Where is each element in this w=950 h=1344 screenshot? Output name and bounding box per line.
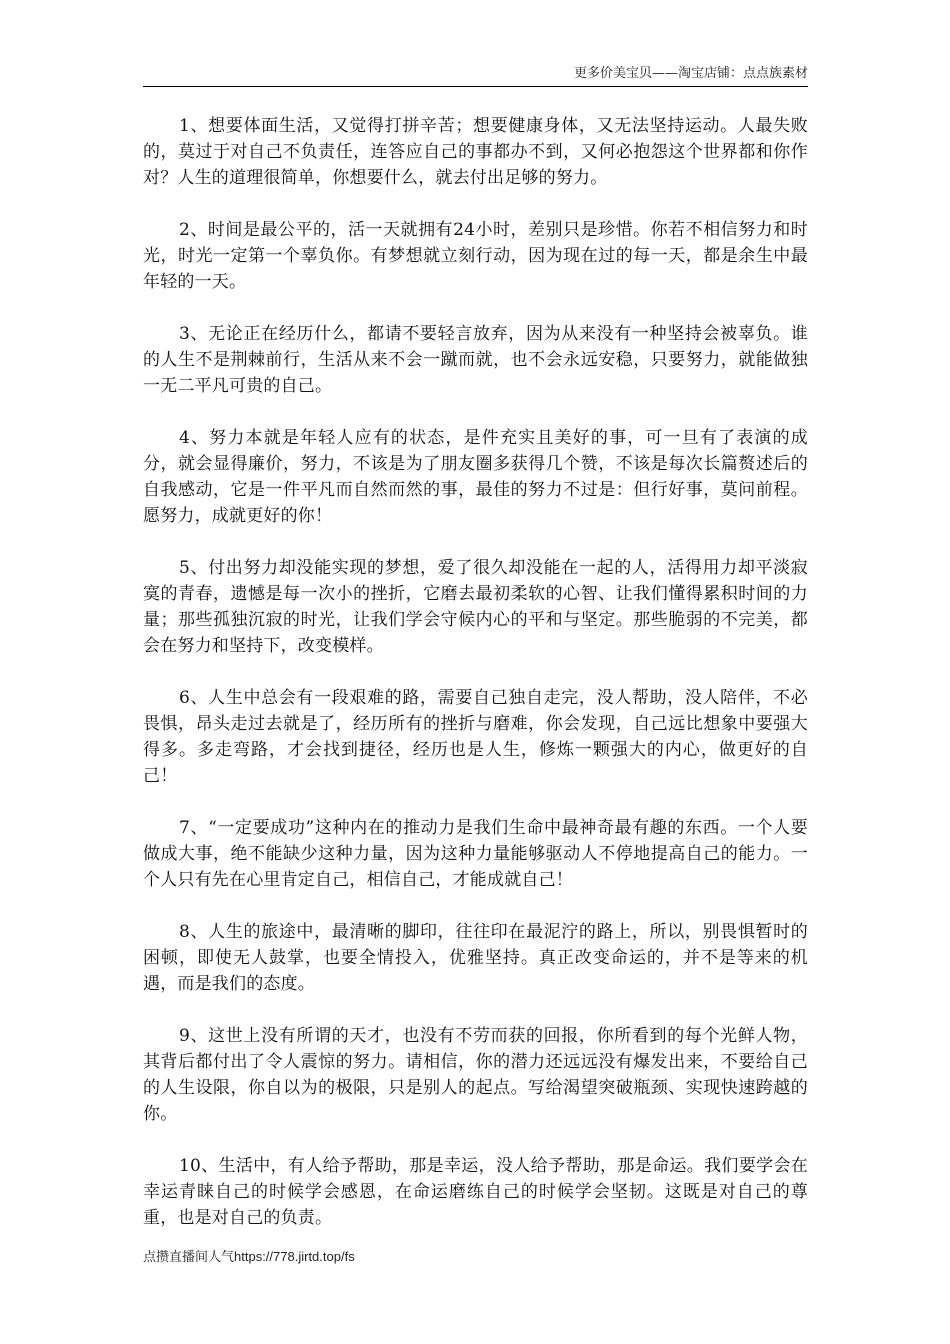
paragraph-7: 7、“一定要成功”这种内在的推动力是我们生命中最神奇最有趣的东西。一个人要做成大事，绝不能缺少这种力量，因为这种力量能够驱动人不停地提高自己的能力。一个人只有先在心里肯定自己，相信自己，才能成就自己！ bbox=[143, 818, 808, 890]
paragraph-6: 6、人生中总会有一段艰难的路，需要自己独自走完，没人帮助，没人陪伴，不必畏惧，昂头走过去就是了，经历所有的挫折与磨难，你会发现，自己远比想象中要强大得多。多走弯路，才会找到捷径，经历也是人生，修炼一颗强大的内心，做更好的自己！ bbox=[143, 688, 808, 786]
paragraph-2: 2、时间是最公平的，活一天就拥有24小时，差别只是珍惜。你若不相信努力和时光，时光一定第一个辜负你。有梦想就立刻行动，因为现在过的每一天，都是余生中最年轻的一天。 bbox=[143, 220, 808, 292]
header-text: 更多价美宝贝——淘宝店铺：点点族素材 bbox=[573, 66, 808, 81]
paragraph-8: 8、人生的旅途中，最清晰的脚印，往往印在最泥泞的路上，所以，别畏惧暂时的困顿，即使无人鼓掌，也要全情投入，优雅坚持。真正改变命运的，并不是等来的机遇，而是我们的态度。 bbox=[143, 922, 808, 994]
page-footer bbox=[143, 1248, 355, 1267]
paragraph-10: 10、生活中，有人给予帮助，那是幸运，没人给予帮助，那是命运。我们要学会在幸运青睐自己的时候学会感恩，在命运磨练自己的时候学会坚韧。这既是对自己的尊重，也是对自己的负责。 bbox=[143, 1156, 808, 1228]
footer-label: 点攒直播间人气 bbox=[143, 1250, 235, 1265]
paragraph-1: 1、想要体面生活，又觉得打拼辛苦；想要健康身体，又无法坚持运动。人最失败的，莫过于对自己不负责任，连答应自己的事都办不到，又何必抱怨这个世界都和你作对？人生的道理很简单，你想要什么，就去付出足够的努力。 bbox=[143, 116, 808, 188]
footer-link[interactable]: https://778.jirtd.top/fs bbox=[234, 1249, 355, 1264]
page-header bbox=[143, 64, 808, 87]
paragraph-3: 3、无论正在经历什么，都请不要轻言放弃，因为从来没有一种坚持会被辜负。谁的人生不是荆棘前行，生活从来不会一蹴而就，也不会永远安稳，只要努力，就能做独一无二平凡可贵的自己。 bbox=[143, 324, 808, 396]
paragraph-5: 5、付出努力却没能实现的梦想，爱了很久却没能在一起的人，活得用力却平淡寂寞的青春，遗憾是每一次小的挫折，它磨去最初柔软的心智、让我们懂得累积时间的力量；那些孤独沉寂的时光，让我们学会守候内心的平和与坚定。那些脆弱的不完美，都会在努力和坚持下，改变模样。 bbox=[143, 558, 808, 656]
paragraph-9: 9、这世上没有所谓的天才，也没有不劳而获的回报，你所看到的每个光鲜人物，其背后都付出了令人震惊的努力。请相信，你的潜力还远远没有爆发出来，不要给自己的人生设限，你自以为的极限，只是别人的起点。写给渴望突破瓶颈、实现快速跨越的你。 bbox=[143, 1026, 808, 1124]
paragraph-4: 4、努力本就是年轻人应有的状态，是件充实且美好的事，可一旦有了表演的成分，就会显得廉价，努力，不该是为了朋友圈多获得几个赞，不该是每次长篇赘述后的自我感动，它是一件平凡而自然而然的事，最佳的努力不过是：但行好事，莫问前程。愿努力，成就更好的你！ bbox=[143, 428, 808, 526]
document-body bbox=[143, 113, 808, 1257]
